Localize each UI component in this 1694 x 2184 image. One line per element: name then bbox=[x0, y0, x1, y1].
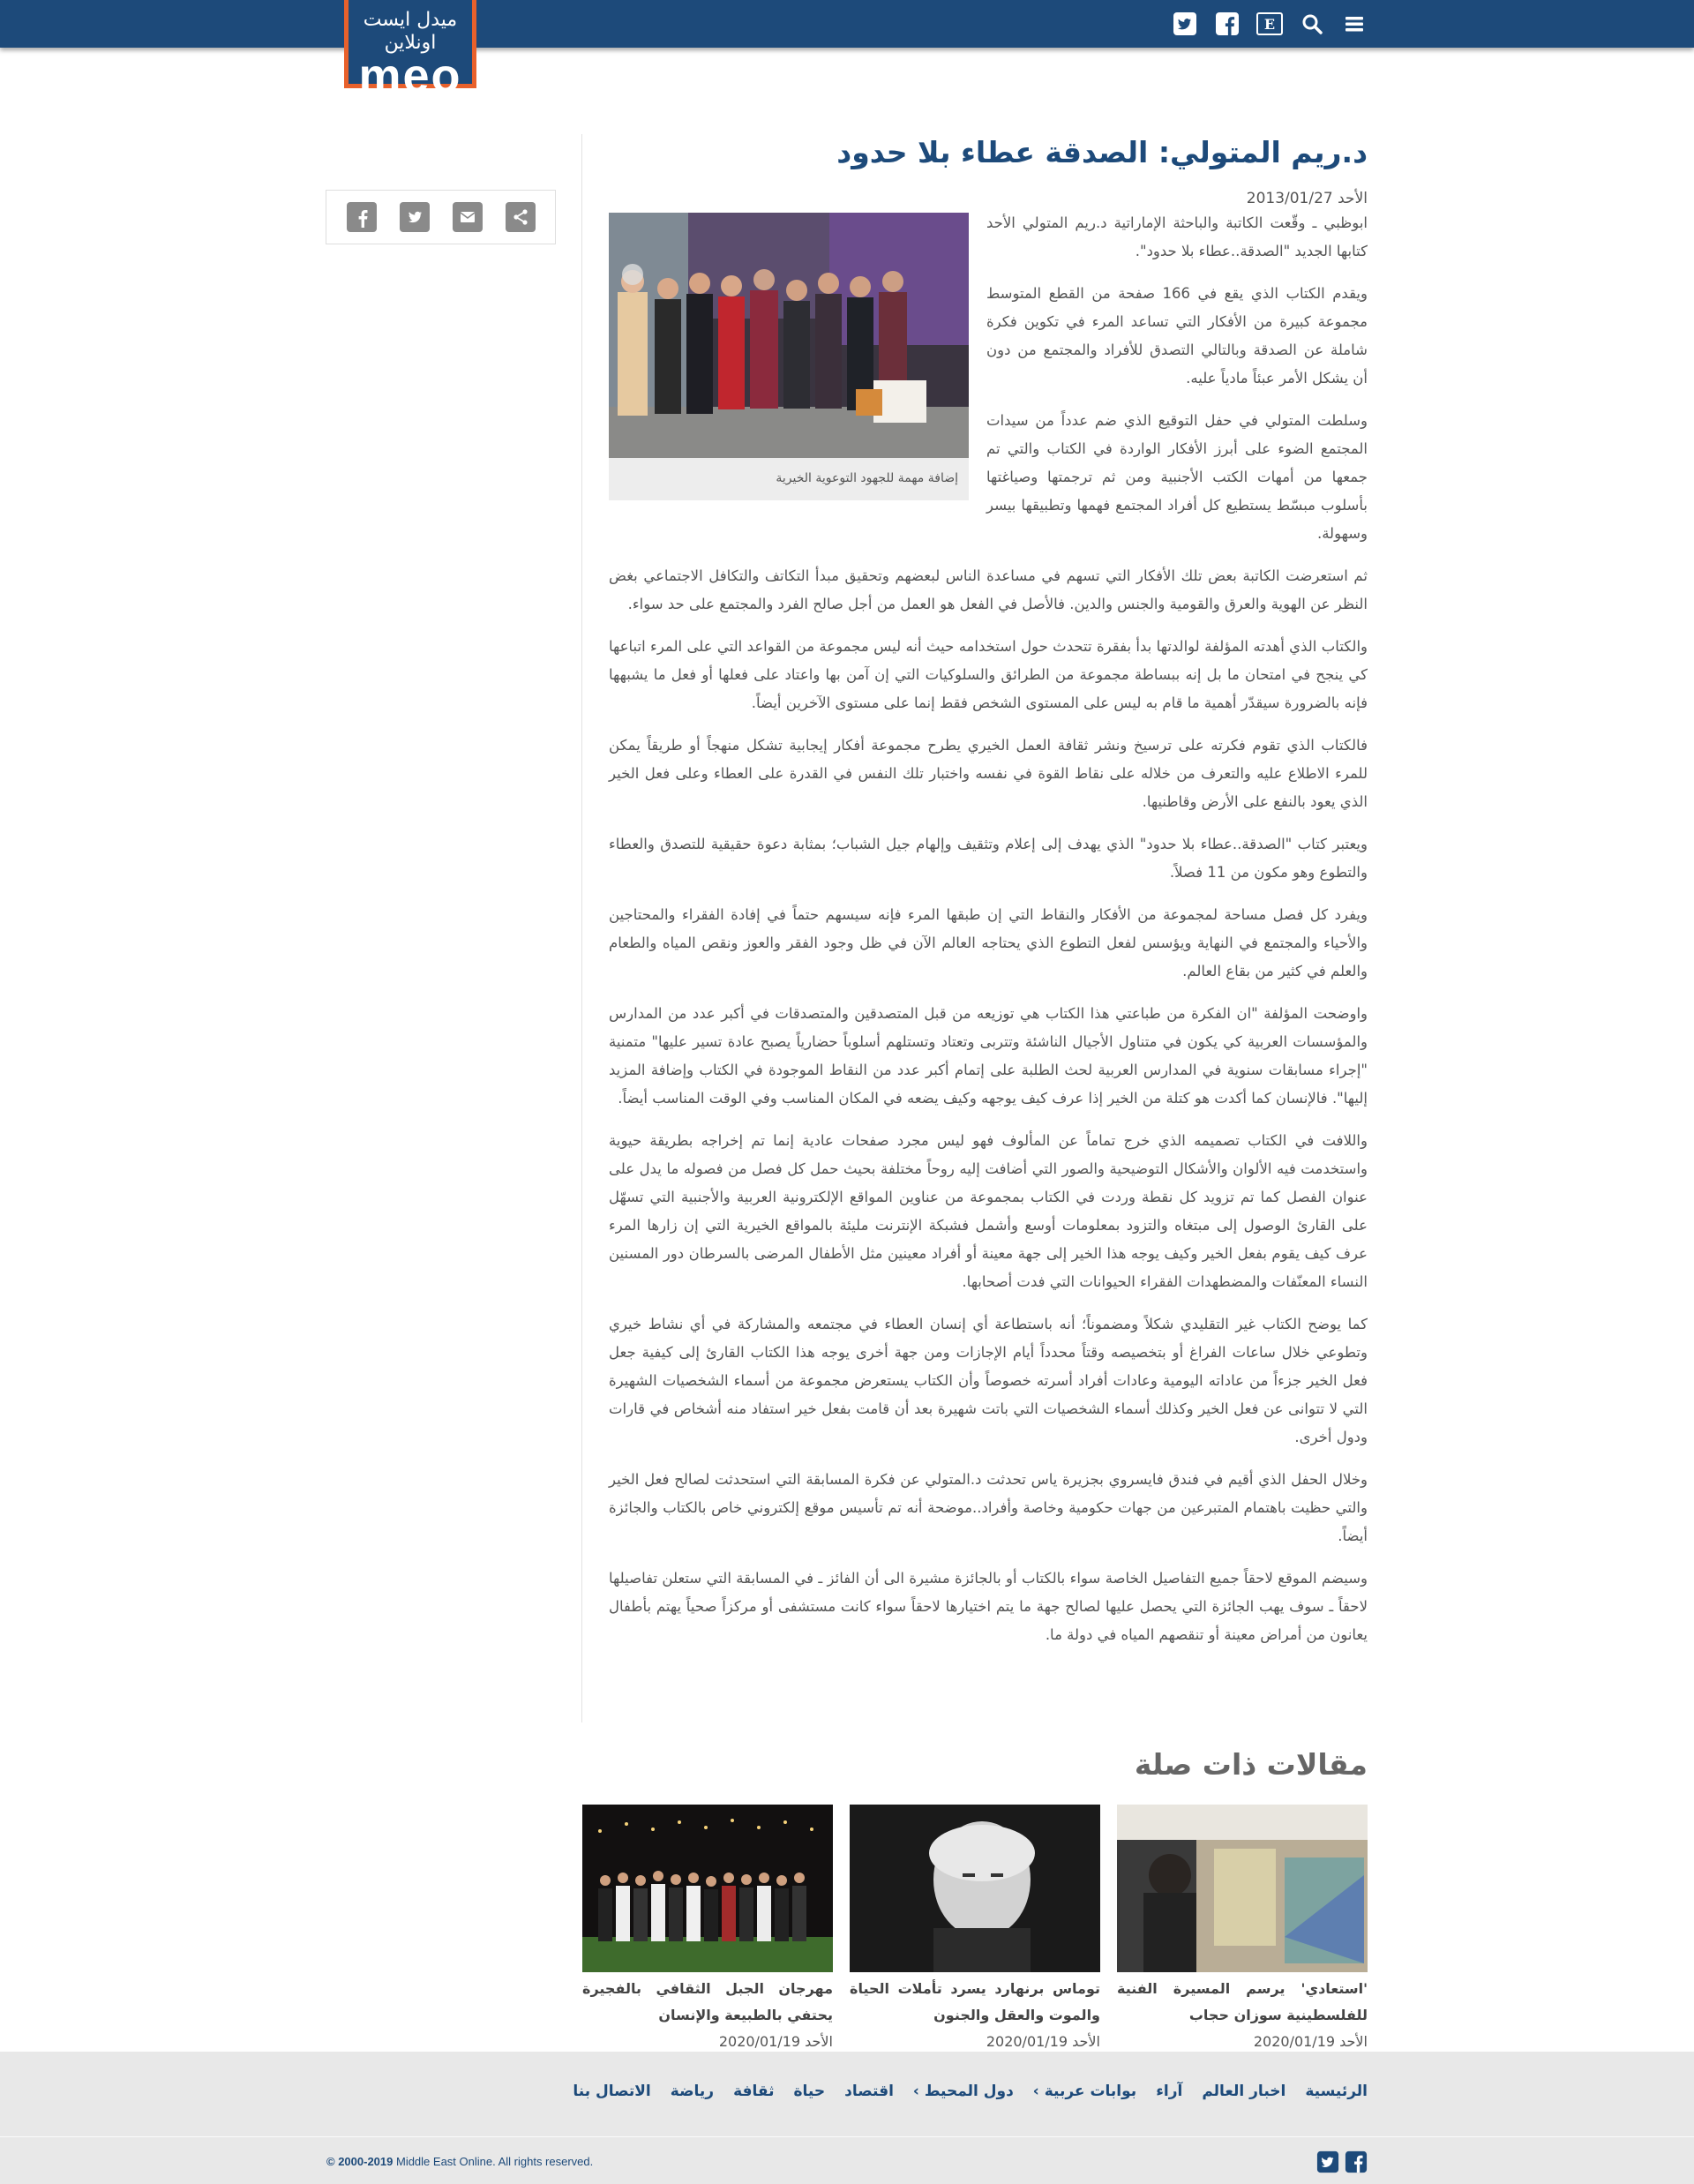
article bbox=[609, 128, 1368, 1663]
related-article-thumbnail[interactable] bbox=[850, 1805, 1100, 1972]
related-article-title[interactable]: مهرجان الجبل الثقافي بالفجيرة يحتفي بالطبيعة والإنسان bbox=[582, 1980, 833, 2023]
menu-icon[interactable] bbox=[1341, 11, 1368, 37]
twitter-icon[interactable] bbox=[1172, 11, 1198, 37]
related-articles-heading: مقالات ذات صلة bbox=[1134, 1747, 1368, 1782]
footer-nav-contact[interactable]: الاتصال بنا bbox=[573, 2083, 651, 2100]
article-figure bbox=[609, 213, 969, 500]
footer-nav-opinions[interactable]: آراء bbox=[1156, 2083, 1183, 2100]
article-body bbox=[609, 209, 1368, 1649]
related-article-card[interactable] bbox=[582, 1805, 833, 2055]
top-navigation-bar bbox=[0, 0, 1694, 48]
article-paragraph: ثم استعرضت الكاتبة بعض تلك الأفكار التي تسهم في مساعدة الناس لبعضهم وتحقيق مبدأ التكاتف والتكافل الاجتماعي بغض النظر عن الهوية والعرق والقومية والجنس والدين. فالأصل في الفعل هو العمل من أجل صالح الفرد والمجتمع على حد سواء. bbox=[609, 567, 1368, 612]
footer-nav-life[interactable]: حياة bbox=[793, 2083, 826, 2100]
article-title: د.ريم المتولي: الصدقة عطاء بلا حدود bbox=[836, 135, 1368, 169]
footer-nav-home[interactable]: الرئيسية bbox=[1305, 2083, 1368, 2100]
article-photo bbox=[609, 213, 969, 458]
twitter-icon[interactable] bbox=[1316, 2150, 1339, 2173]
copyright-years: © 2000-2019 bbox=[326, 2155, 394, 2168]
article-paragraph: فالكتاب الذي تقوم فكرته على ترسيخ ونشر ثقافة العمل الخيري يطرح مجموعة أفكار إيجابية تشكل منهجاً أو طريقاً يمكن للمرء الاطلاع عليه والتعرف من خلاله على نقاط القوة في نفسه واختبار تلك النفس في القدرة على العطاء وعلى فعل الخير الذي يعود بالنفع على الأرض وقاطنيها. bbox=[609, 737, 1368, 810]
related-article-date: الأحد 2020/01/19 bbox=[986, 2033, 1100, 2050]
image-caption: إضافة مهمة للجهود التوعوية الخيرية bbox=[776, 471, 958, 485]
related-article-card[interactable] bbox=[850, 1805, 1100, 2055]
logo-english-text: meo bbox=[358, 49, 462, 102]
logo-arabic-text: ميدل ايست اونلاين bbox=[363, 9, 458, 54]
article-paragraph: ابوظبي ـ وقّعت الكاتبة والباحثة الإماراتية د.ريم المتولي الأحد كتابها الجديد "الصدقة..عطاء بلا حدود". bbox=[986, 214, 1368, 259]
article-paragraph: وسيضم الموقع لاحقاً جميع التفاصيل الخاصة سواء بالكتاب أو بالجائزة مشيرة الى أن الفائز ـ في المسابقة التي ستعلن تفاصيلها لاحقاً ـ سوف يهب الجائزة التي يحصل عليها لصالح جهة ما يتم اختيارها لاحقاً سواء كانت مستشفى أو مركزاً صحياً يهتم بأطفال يعانون من أمراض معينة أو تنقصهم المياه في دولة ما. bbox=[609, 1570, 1368, 1643]
copyright-notice bbox=[326, 2155, 593, 2168]
related-article-title[interactable]: توماس برنهارد يسرد تأملات الحياة والموت والعقل والجنون bbox=[850, 1980, 1100, 2023]
footer-nav-sports[interactable]: رياضة bbox=[670, 2083, 715, 2100]
copyright-text: Middle East Online. All rights reserved. bbox=[395, 2155, 594, 2168]
facebook-share-icon[interactable] bbox=[347, 202, 377, 232]
article-paragraph: ويقدم الكتاب الذي يقع في 166 صفحة من القطع المتوسط مجموعة كبيرة من الأفكار التي تساعد المرء في تكوين فكرة شاملة عن الصدقة وبالتالي التصدق للأفراد والمجتمع من دون أن يشكل الأمر عبئاً مادياً عليه. bbox=[986, 285, 1368, 387]
footer-nav-arab-portals[interactable]: بوابات عربية › bbox=[1032, 2083, 1137, 2100]
article-paragraph: وخلال الحفل الذي أقيم في فندق فايسروي بجزيرة ياس تحدثت د.المتولي عن فكرة المسابقة التي استحدثت لصالح فعل الخير والتي حظيت باهتمام المتبرعين من جهات حكومية وخاصة وأفراد..موضحة أنه تم تأسيس موقع إلكتروني خاص بالكتاب والجائزة أيضاً. bbox=[609, 1471, 1368, 1544]
article-paragraph: ويعتبر كتاب "الصدقة..عطاء بلا حدود" الذي يهدف إلى إعلام وتثقيف وإلهام جيل الشباب؛ بمثابة دعوة حقيقية للتصدق والعطاء والتطوع وهو مكون من 11 فصلاً. bbox=[609, 836, 1368, 881]
search-icon[interactable] bbox=[1299, 11, 1325, 37]
article-date: الأحد 2013/01/27 bbox=[1246, 190, 1368, 207]
related-article-card[interactable] bbox=[1117, 1805, 1368, 2055]
facebook-icon[interactable] bbox=[1345, 2150, 1368, 2173]
header-icons bbox=[1156, 11, 1368, 37]
email-share-icon[interactable] bbox=[453, 202, 483, 232]
related-article-thumbnail[interactable] bbox=[1117, 1805, 1368, 1972]
english-edition-icon[interactable] bbox=[1256, 11, 1283, 37]
site-footer bbox=[0, 2052, 1694, 2184]
article-paragraph: كما يوضح الكتاب غير التقليدي شكلاً ومضموناً؛ أنه باستطاعة أي إنسان العطاء في مجتمعه والمشاركة في أي نشاط خيري وتطوعي خلال ساعات الفراغ أو بتخصيصه وقتاً محدداً أيام الإجازات ومن جهة أخرى يوجه هذا الكتاب القارئ إلى كيفية جعل فعل الخير جزءاً من عاداته اليومية وعادات أفراد أسرته خصوصاً وأن الكتاب يستعرض مجموعة من أسماء الشخصيات الشهيرة التي لا تتوانى عن فعل الخير وكذلك أسماء الشخصيات التي باتت شهيرة بعد أن قامت بفعل خير استفاد منه أشخاص في قارات ودول أخرى. bbox=[609, 1316, 1368, 1445]
related-article-date: الأحد 2020/01/19 bbox=[1253, 2033, 1368, 2050]
english-edition-label: E bbox=[1256, 12, 1283, 35]
footer-nav-culture[interactable]: ثقافة bbox=[733, 2083, 775, 2100]
facebook-icon[interactable] bbox=[1214, 11, 1241, 37]
article-paragraph: واوضحت المؤلفة "ان الفكرة من طباعتي هذا الكتاب هي توزيعه من قبل المتصدقين والمتصدقات في أكبر عدد من المدارس والمؤسسات العربية كي يكون في متناول الأجيال الناشئة وتتربى وتعتاد وتستلهم أسلوباً حضارياً يصبح عادة تسير عليها" متمنية "إجراء مسابقات سنوية في المدارس العربية لحث الطلبة على إتمام أكبر عدد من النقاط الموجودة في الكتاب وإضافة المزيد إليها". فالإنسان كما أكدت هو كتلة من الخير إذا عرف كيف يوجهه وكيف يضعه في المكان المناسب وفي الوقت المناسب أيضاً. bbox=[609, 1005, 1368, 1107]
share-icon[interactable] bbox=[506, 202, 536, 232]
site-logo[interactable] bbox=[344, 0, 476, 102]
share-toolbar bbox=[326, 190, 556, 244]
footer-nav-world-news[interactable]: اخبار العالم bbox=[1202, 2083, 1286, 2100]
article-paragraph: والكتاب الذي أهدته المؤلفة لوالدتها بدأ بفقرة تتحدث حول استخدامه حيث أنه ليس مجموعة من القواعد التي على المرء اتباعها كي ينجح في امتحان ما بل إنه ببساطة مجموعة من الطرائق والسلوكيات التي إن آمن بها واعتاد على فعلها أو فعل ما يشبهها فإنه بالضرورة سيقدّر أهمية ما قام به ليس على المستوى الشخص فقط إنما على مستوى الآخرين أيضاً. bbox=[609, 638, 1368, 711]
related-article-date: الأحد 2020/01/19 bbox=[718, 2033, 833, 2050]
footer-social-icons bbox=[1311, 2150, 1368, 2173]
footer-navigation bbox=[553, 2083, 1368, 2100]
article-paragraph: واللافت في الكتاب تصميمه الذي خرج تماماً عن المألوف فهو ليس مجرد صفحات عادية إنما تم إخراجه بطريقة حيوية واستخدمت فيه الألوان والأشكال التوضيحية والصور التي أضافت إليه روحاً مختلفة بحيث حمل كل فصل من فصوله ما يدل على عنوان الفصل كما تم تزويد كل نقطة وردت في الكتاب بمجموعة من عناوين المواقع الإلكترونية العربية والأجنبية التي تسهّل على القارئ الوصول إلى مبتغاه والتزود بمعلومات أوسع وأشمل فشبكة الإنترنت مليئة بالمواقع الخيرية التي إن زارها المرء عرف كيف يقوم بفعل الخير وكيف يوجه هذا الخير إلى جهة معينة أو أفراد معينين مثل الأطفال المرضى بالسرطان دور المسنين النساء المعنّفات والمضطهدات الفقراء الحيوانات التي فدت أصحابها. bbox=[609, 1132, 1368, 1290]
footer-divider bbox=[0, 2136, 1694, 2137]
footer-nav-economy[interactable]: اقتصاد bbox=[844, 2083, 894, 2100]
column-divider bbox=[581, 134, 582, 1722]
footer-nav-neighbor-countries[interactable]: دول المحيط › bbox=[912, 2083, 1014, 2100]
twitter-share-icon[interactable] bbox=[400, 202, 430, 232]
article-paragraph: وسلطت المتولي في حفل التوقيع الذي ضم عدداً من سيدات المجتمع الضوء على أبرز الأفكار الواردة في الكتاب والتي تم جمعها من أمهات الكتب الأجنبية ومن ثم ترجمتها وصياغتها بأسلوب مبسّط يستطيع كل أفراد المجتمع فهمها وتطبيقها بيسر وسهولة. bbox=[986, 412, 1368, 542]
article-paragraph: ويفرد كل فصل مساحة لمجموعة من الأفكار والنقاط التي إن طبقها المرء فإنه سيسهم حتماً في إفادة الفقراء والمحتاجين والأحياء والمجتمع في النهاية ويؤسس لفعل التطوع الذي يحتاجه العالم الآن في ظل وجود الفقر والعوز ونقص المياه والطعام والعلم في كثير من بقاع العالم. bbox=[609, 906, 1368, 979]
related-article-title[interactable]: 'استعادي' يرسم المسيرة الفنية للفلسطينية سوزان حجاب bbox=[1117, 1980, 1368, 2023]
related-article-thumbnail[interactable] bbox=[582, 1805, 833, 1972]
